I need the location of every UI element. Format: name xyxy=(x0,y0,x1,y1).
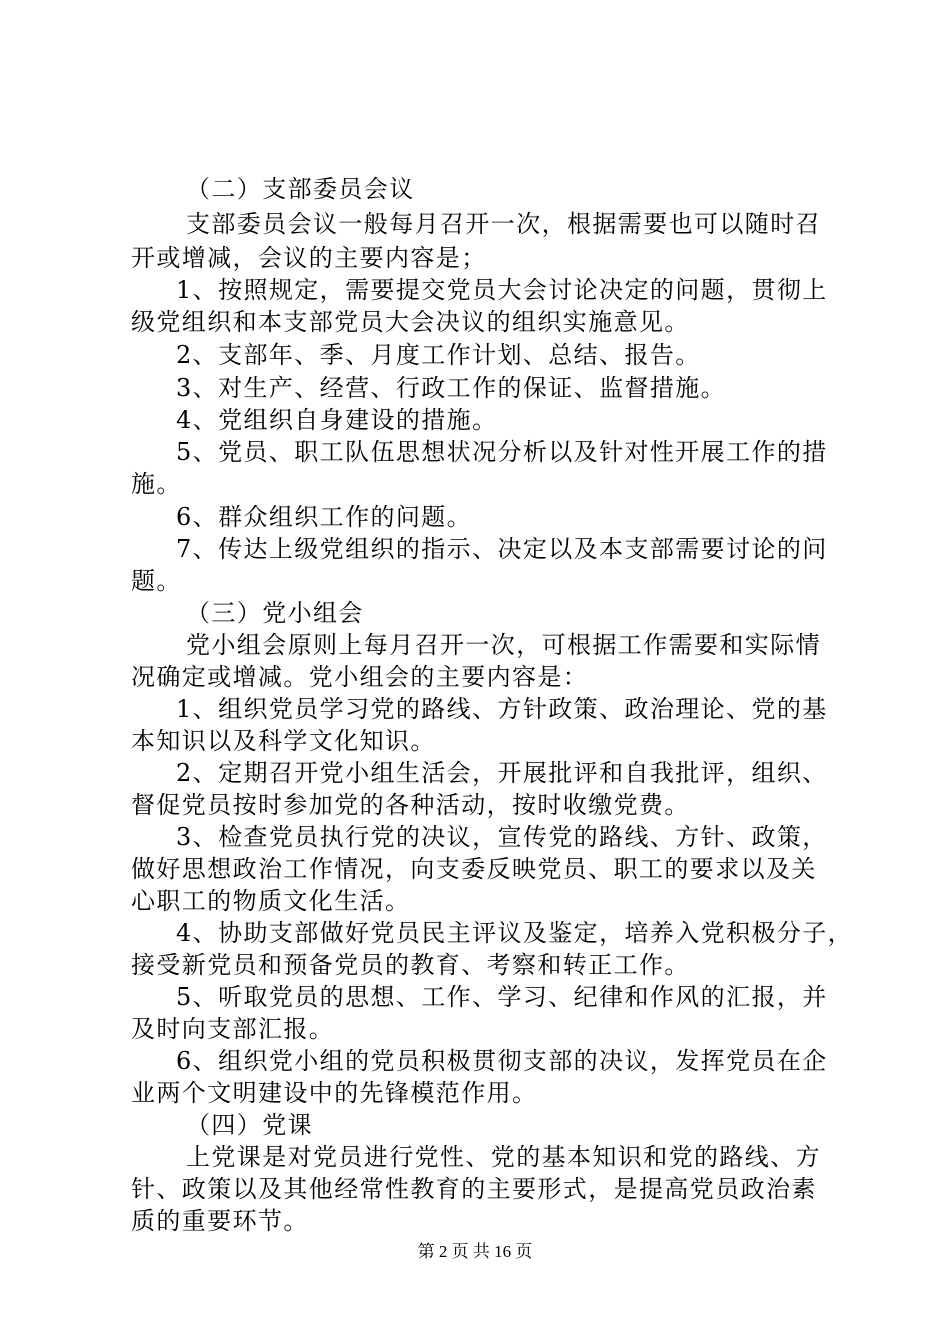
list-item-line: 6、群众组织工作的问题。 xyxy=(176,503,473,531)
list-item-line: 心职工的物质文化生活。 xyxy=(131,887,411,915)
list-item-line: 做好思想政治工作情况，向支委反映党员、职工的要求以及关 xyxy=(131,855,817,883)
list-item-line: 2、支部年、季、月度工作计划、总结、报告。 xyxy=(176,341,701,369)
list-item-line: 3、检查党员执行党的决议，宣传党的路线、方针、政策， xyxy=(176,823,828,851)
list-item-line: 1、按照规定，需要提交党员大会讨论决定的问题，贯彻上 xyxy=(176,276,828,304)
list-item-line: 2、定期召开党小组生活会，开展批评和自我批评，组织、 xyxy=(176,759,828,787)
list-item-line: 题。 xyxy=(131,567,182,595)
paragraph-line: 开或增减，会议的主要内容是； xyxy=(131,244,487,272)
section-heading-3: （三）党小组会 xyxy=(186,599,364,627)
list-item-line: 业两个文明建设中的先锋模范作用。 xyxy=(131,1079,538,1107)
paragraph-line: 质的重要环节。 xyxy=(131,1207,309,1235)
list-item-line: 1、组织党员学习党的路线、方针政策、政治理论、党的基 xyxy=(176,695,828,723)
paragraph-line: 支部委员会议一般每月召开一次，根据需要也可以随时召 xyxy=(186,210,821,238)
list-item-line: 4、党组织自身建设的措施。 xyxy=(176,406,498,434)
list-item-line: 督促党员按时参加党的各种活动，按时收缴党费。 xyxy=(131,791,690,819)
paragraph-line: 况确定或增减。党小组会的主要内容是： xyxy=(131,663,589,691)
list-item-line: 接受新党员和预备党员的教育、考察和转正工作。 xyxy=(131,951,690,979)
list-item-line: 5、听取党员的思想、工作、学习、纪律和作风的汇报，并 xyxy=(176,983,828,1011)
list-item-line: 3、对生产、经营、行政工作的保证、监督措施。 xyxy=(176,374,727,402)
list-item-line: 级党组织和本支部党员大会决议的组织实施意见。 xyxy=(131,308,690,336)
list-item-line: 施。 xyxy=(131,470,182,498)
list-item-line: 6、组织党小组的党员积极贯彻支部的决议，发挥党员在企 xyxy=(176,1047,828,1075)
page-number-footer: 第 2 页 共 16 页 xyxy=(417,1242,533,1261)
list-item-line: 7、传达上级党组织的指示、决定以及本支部需要讨论的问 xyxy=(176,535,828,563)
list-item-line: 及时向支部汇报。 xyxy=(131,1015,335,1043)
list-item-line: 5、党员、职工队伍思想状况分析以及针对性开展工作的措 xyxy=(176,438,828,466)
list-item-line: 4、协助支部做好党员民主评议及鉴定，培养入党积极分子， xyxy=(176,919,854,947)
section-heading-4: （四）党课 xyxy=(186,1111,313,1139)
paragraph-line: 党小组会原则上每月召开一次，可根据工作需要和实际情 xyxy=(186,631,821,659)
section-heading-2: （二）支部委员会议 xyxy=(186,175,415,203)
paragraph-line: 针、政策以及其他经常性教育的主要形式，是提高党员政治素 xyxy=(131,1175,817,1203)
list-item-line: 本知识以及科学文化知识。 xyxy=(131,727,436,755)
paragraph-line: 上党课是对党员进行党性、党的基本知识和党的路线、方 xyxy=(186,1143,821,1171)
